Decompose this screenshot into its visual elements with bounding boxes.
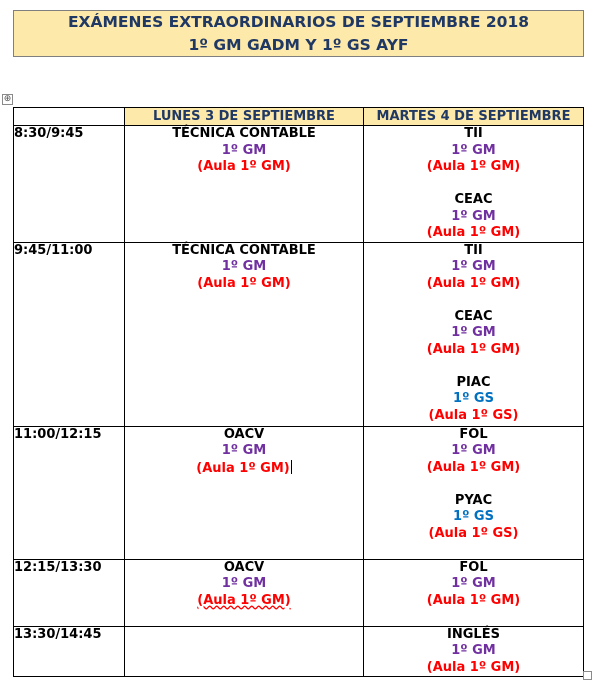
exam-group: 1º GM (221, 142, 267, 158)
exam-room: (Aula 1º GM) (197, 592, 291, 608)
tuesday-cell[interactable] (364, 426, 584, 559)
exam-entry (364, 192, 583, 242)
exam-entry (125, 427, 363, 478)
exam-room: (Aula 1º GM) (426, 592, 521, 608)
exam-group: 1º GM (451, 643, 496, 658)
exam-group: 1º GM (451, 142, 496, 158)
tuesday-cell[interactable] (364, 126, 584, 243)
exam-group: 1º GM (451, 325, 496, 340)
exam-subject: PYAC (454, 492, 493, 508)
exam-group: 1º GM (451, 576, 496, 591)
tuesday-cell[interactable] (364, 242, 584, 426)
exam-group: 1º GM (221, 259, 267, 274)
exam-subject: PIAC (456, 374, 491, 390)
table-row (14, 126, 584, 243)
monday-cell[interactable] (125, 242, 364, 426)
exam-entry (364, 627, 583, 677)
exam-entry (125, 560, 363, 610)
exam-subject: OACV (223, 559, 265, 575)
document-subtitle: 1º GM GADM Y 1º GS AYF (13, 34, 584, 57)
exam-subject: OACV (223, 426, 265, 442)
text-cursor (291, 460, 292, 474)
exam-room: (Aula 1º GS) (428, 407, 519, 423)
table-row (14, 559, 584, 626)
header-tuesday: MARTES 4 DE SEPTIEMBRE (364, 108, 584, 126)
exam-subject: FOL (459, 559, 488, 575)
monday-cell[interactable] (125, 426, 364, 559)
table-row (14, 242, 584, 426)
exam-subject: CEAC (454, 308, 493, 324)
tuesday-cell[interactable] (364, 559, 584, 626)
exam-entry (364, 309, 583, 359)
exam-entry (364, 560, 583, 610)
time-slot: 12:15/13:30 (14, 559, 125, 626)
exam-subject: TII (464, 126, 483, 141)
exam-entry (364, 243, 583, 293)
exam-room: (Aula 1º GS) (428, 525, 519, 541)
exam-subject: FOL (459, 426, 488, 442)
exam-entry (125, 243, 363, 293)
exam-room: (Aula 1º GM) (426, 225, 521, 240)
table-row (14, 426, 584, 559)
exam-room: (Aula 1º GM) (196, 460, 290, 476)
exam-room: (Aula 1º GM) (426, 275, 521, 291)
header-row (14, 108, 584, 126)
time-slot: 9:45/11:00 (14, 242, 125, 426)
exam-entry (364, 493, 583, 543)
exam-group: 1º GM (451, 259, 496, 274)
exam-subject: TII (464, 242, 483, 258)
exam-group: 1º GM (221, 576, 267, 591)
time-slot: 8:30/9:45 (14, 126, 125, 243)
exam-group: 1º GM (451, 208, 496, 224)
time-slot: 11:00/12:15 (14, 426, 125, 559)
monday-cell[interactable] (125, 559, 364, 626)
time-slot: 13:30/14:45 (14, 626, 125, 677)
exam-subject: TÉCNICA CONTABLE (172, 126, 316, 141)
exam-subject: TÉCNICA CONTABLE (172, 242, 316, 258)
exam-room: (Aula 1º GM) (426, 459, 521, 475)
exam-group: 1º GM (451, 443, 496, 458)
exam-room: (Aula 1º GM) (426, 159, 521, 174)
exam-schedule-table (13, 107, 584, 677)
exam-group: 1º GS (453, 509, 494, 524)
monday-cell[interactable] (125, 626, 364, 677)
table-resize-handle[interactable] (583, 671, 592, 680)
table-move-icon[interactable]: ⊕ (3, 94, 12, 104)
exam-room: (Aula 1º GM) (197, 275, 291, 291)
exam-entry (364, 126, 583, 176)
exam-room: (Aula 1º GM) (426, 659, 521, 675)
table-row (14, 626, 584, 677)
tuesday-cell[interactable] (364, 626, 584, 677)
monday-cell[interactable] (125, 126, 364, 243)
exam-group: 1º GM (221, 443, 267, 458)
document-title: EXÁMENES EXTRAORDINARIOS DE SEPTIEMBRE 2018 (13, 10, 584, 35)
exam-room-line (125, 460, 363, 478)
exam-entry (364, 375, 583, 425)
header-time (14, 108, 125, 126)
exam-group: 1º GS (453, 391, 494, 406)
exam-subject: CEAC (454, 192, 493, 207)
exam-entry (125, 126, 363, 176)
exam-subject: INGLÉS (447, 626, 500, 642)
exam-room: (Aula 1º GM) (197, 159, 291, 174)
exam-entry (364, 427, 583, 477)
header-monday: LUNES 3 DE SEPTIEMBRE (125, 108, 364, 126)
exam-room: (Aula 1º GM) (426, 341, 521, 357)
